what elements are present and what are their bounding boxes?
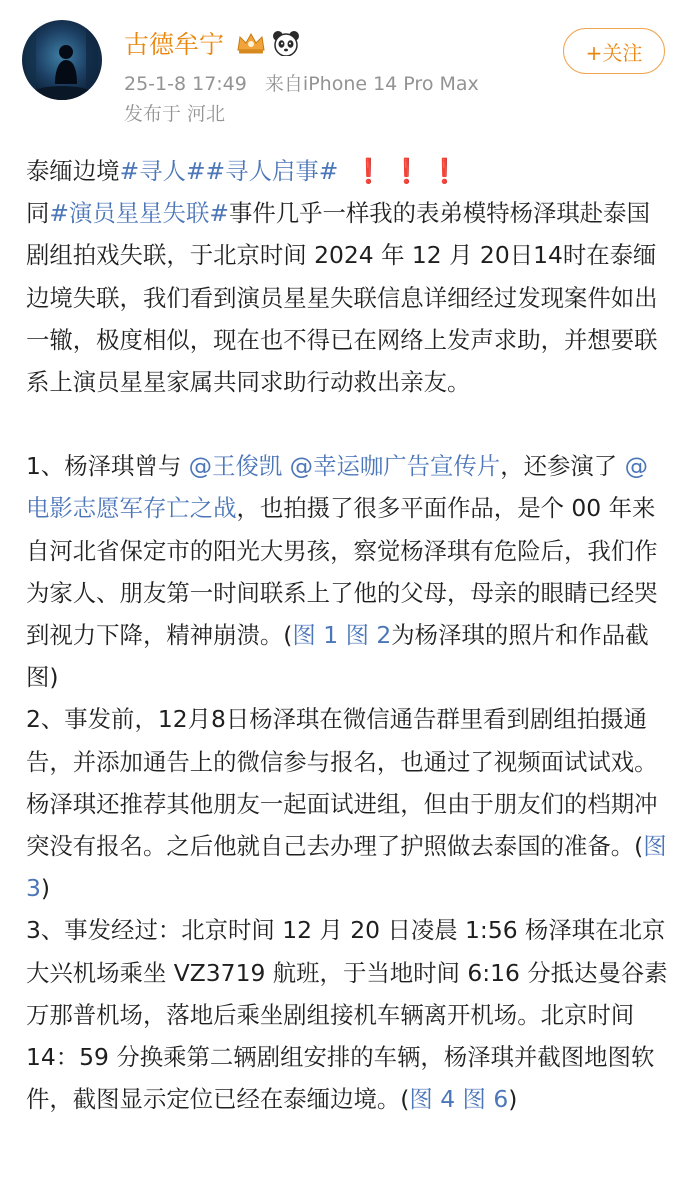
text-segment: [282, 452, 289, 480]
avatar[interactable]: [22, 20, 102, 100]
text-segment: 1、杨泽琪曾与: [26, 452, 189, 481]
follow-button[interactable]: +关注: [563, 28, 665, 74]
image-link[interactable]: 图 4: [409, 1085, 456, 1114]
hashtag-link[interactable]: #寻人启事#: [205, 157, 339, 185]
post-paragraph-2: [26, 698, 671, 909]
text-segment: ): [508, 1085, 518, 1114]
post-location: 发布于 河北: [124, 103, 226, 125]
post-header: [0, 0, 693, 140]
text-segment: ，还参演了: [500, 452, 625, 481]
image-link[interactable]: 图 1: [292, 621, 339, 650]
badge-group: [236, 28, 300, 62]
hashtag-link[interactable]: #寻人#: [119, 157, 206, 185]
username[interactable]: 古德牟宁: [124, 30, 225, 59]
crown-badge-icon: [236, 31, 266, 59]
text-segment: 泰缅边境: [26, 157, 120, 185]
image-link[interactable]: 图 6: [462, 1085, 509, 1114]
paragraph-gap: [26, 403, 671, 445]
post-meta: [124, 71, 479, 97]
text-segment: 3、事发经过：北京时间 12 月 20 日凌晨 1:56 杨泽琪在北京大兴机场乘坐 VZ3719 航班，于当地时间 6:16 分抵达曼谷素万那普机场，落地后乘坐剧组接机车辆离开机场。北京时间 14：59 分换乘第二辆剧组安排的车辆，杨泽琪并截图地图软件，截图显示定位已经在泰缅边境。(: [26, 916, 668, 1114]
text-segment: [455, 1085, 462, 1113]
post-paragraph-1: [26, 445, 671, 698]
exclamation-icon: ❗: [353, 157, 384, 185]
post-paragraph-intro: [26, 150, 671, 403]
mention-link[interactable]: @王俊凯: [188, 452, 283, 481]
mention-link[interactable]: @电影志愿军存亡之战: [26, 452, 648, 523]
text-segment: [338, 621, 345, 649]
post-body: [26, 150, 671, 1120]
image-link[interactable]: 图 3: [26, 832, 667, 903]
panda-badge-icon: [272, 30, 300, 60]
text-segment: 同: [26, 199, 50, 228]
image-link[interactable]: 图 2: [345, 621, 392, 650]
text-segment: ，也拍摄了很多平面作品，是个 00 年来自河北省保定市的阳光大男孩，察觉杨泽琪有危险后，我们作为家人、朋友第一时间联系上了他的父母，母亲的眼睛已经哭到视力下降，精神崩溃。(: [26, 494, 658, 650]
text-segment: 为杨泽琪的照片和作品截图): [26, 621, 649, 692]
text-segment: 2、事发前，12月8日杨泽琪在微信通告群里看到剧组拍摄通告，并添加通告上的微信参与报名，也通过了视频面试试戏。杨泽琪还推荐其他朋友一起面试进组，但由于朋友们的档期冲突没有报名。之后他就自己去办理了护照做去泰国的准备。(: [26, 705, 658, 861]
exclamation-icon: ❗: [391, 157, 422, 185]
mention-link[interactable]: @幸运咖广告宣传片: [289, 452, 501, 481]
post-paragraph-3: [26, 909, 671, 1120]
post-source: 来自iPhone 14 Pro Max: [264, 73, 479, 95]
exclamation-icon: ❗: [429, 157, 460, 185]
hashtag-link[interactable]: #演员星星失联#: [49, 199, 229, 228]
text-segment: 事件几乎一样我的表弟模特杨泽琪赴泰国剧组拍戏失联，于北京时间 2024 年 12 月 20日14时在泰缅边境失联，我们看到演员星星失联信息详细经过发现案件如出一辙，极度相似，现在也不得已在网络上发声求助，并想要联系上演员星星家属共同求助行动救出亲友。: [26, 199, 658, 397]
post-timestamp: 25-1-8 17:49: [124, 73, 247, 95]
text-segment: ): [40, 874, 51, 903]
